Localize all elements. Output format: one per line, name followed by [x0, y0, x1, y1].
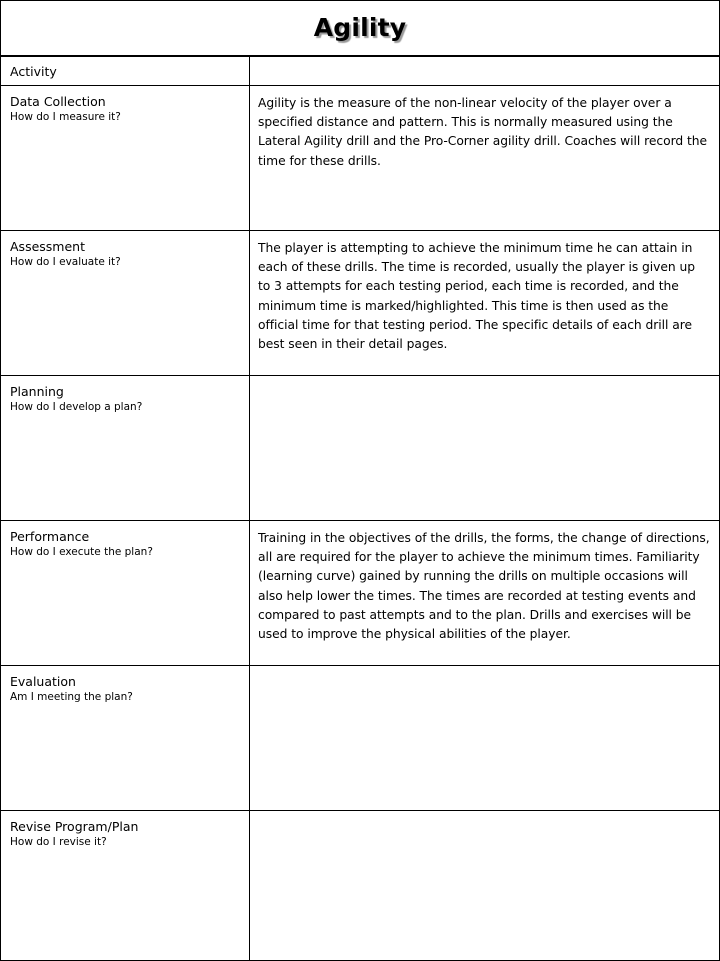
row-sublabel: How do I revise it? [10, 836, 107, 848]
row-label: Evaluation [10, 674, 76, 689]
row-label: Activity [10, 64, 57, 79]
row-description: The player is attempting to achieve the minimum time he can attain in each of these drills. The time is recorded, usually the player is given up to 3 attempts for each testing period, each time is recorded, and the minimum time is marked/highlighted. This time is then used as the official time for that testing period. The specific details of each drill are best seen in their detail pages. [258, 241, 695, 352]
row-sublabel: How do I evaluate it? [10, 256, 121, 268]
table-row-evaluation [1, 666, 720, 811]
row-description-cell [250, 666, 720, 811]
row-label-cell [1, 231, 250, 376]
activity-table [0, 56, 720, 961]
table-row-data-collection [1, 86, 720, 231]
row-label: Planning [10, 384, 64, 399]
row-description-cell [250, 521, 720, 666]
table-row-performance [1, 521, 720, 666]
title-box [0, 0, 720, 57]
row-label-cell [1, 376, 250, 521]
row-description-cell [250, 57, 720, 86]
table-row-revise-program [1, 811, 720, 961]
row-description-cell [250, 811, 720, 961]
row-label-cell [1, 521, 250, 666]
row-label: Assessment [10, 239, 85, 254]
row-sublabel: How do I execute the plan? [10, 546, 153, 558]
row-label-cell [1, 666, 250, 811]
page-title: Agility [313, 13, 407, 42]
row-sublabel: How do I measure it? [10, 111, 121, 123]
row-label: Performance [10, 529, 90, 544]
row-label-cell [1, 86, 250, 231]
table-row-assessment [1, 231, 720, 376]
table-row-planning [1, 376, 720, 521]
row-description-cell [250, 376, 720, 521]
row-description-cell [250, 86, 720, 231]
row-sublabel: How do I develop a plan? [10, 401, 143, 413]
row-label-cell [1, 811, 250, 961]
row-label-cell [1, 57, 250, 86]
row-label: Data Collection [10, 94, 106, 109]
row-description-cell [250, 231, 720, 376]
row-label: Revise Program/Plan [10, 819, 139, 834]
table-row-activity [1, 57, 720, 86]
row-sublabel: Am I meeting the plan? [10, 691, 133, 703]
row-description: Training in the objectives of the drills, the forms, the change of directions, all are required for the player to achieve the minimum times. Familiarity (learning curve) gained by running the drills on multiple occasions will also help lower the times. The times are recorded at testing events and compared to past attempts and to the plan. Drills and exercises will be used to improve the physical abilities of the player. [258, 531, 710, 642]
row-description: Agility is the measure of the non-linear velocity of the player over a specified distance and pattern. This is normally measured using the Lateral Agility drill and the Pro-Corner agility drill. Coaches will record the time for these drills. [258, 96, 708, 168]
